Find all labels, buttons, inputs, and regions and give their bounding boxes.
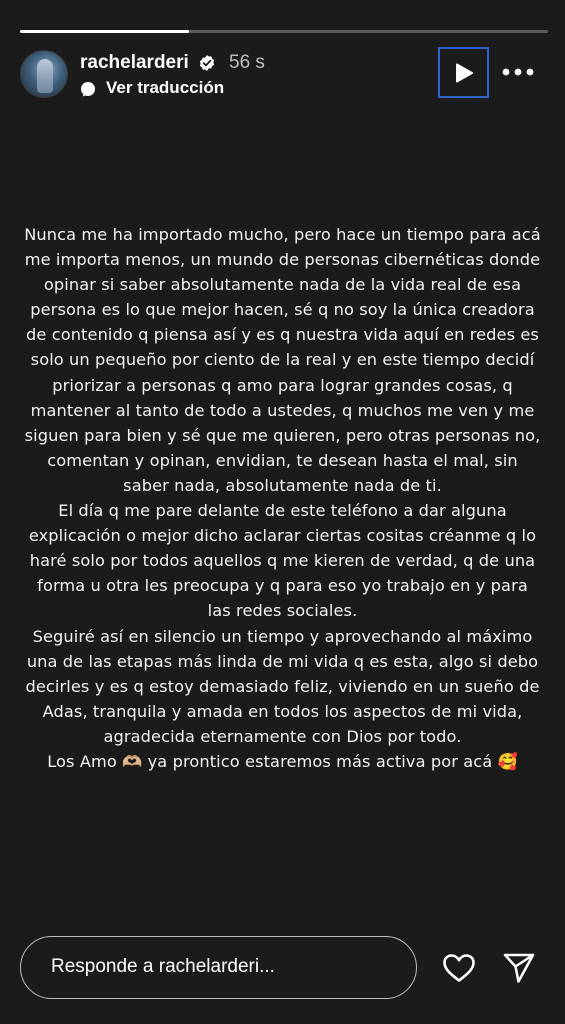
username[interactable]: rachelarderi bbox=[80, 52, 189, 73]
more-options-icon bbox=[502, 68, 534, 76]
post-timestamp: 56 s bbox=[229, 52, 265, 73]
avatar-photo bbox=[37, 59, 53, 93]
see-translation-label: Ver traducción bbox=[106, 78, 225, 97]
send-icon bbox=[502, 952, 536, 984]
story-paragraph: El día q me pare delante de este teléfono a dar alguna explicación o mejor dicho aclarar ciertas cositas créanme q lo haré solo por todos aquellos q me kieren de verdad, q de una forma u otra les preocupa y q para eso yo trabajo en y para las redes sociales. bbox=[28, 501, 537, 621]
reply-input[interactable] bbox=[51, 937, 391, 997]
translate-icon bbox=[80, 81, 96, 97]
story-header bbox=[20, 50, 548, 100]
play-icon bbox=[453, 62, 475, 84]
story-text bbox=[24, 222, 541, 774]
story-progress-fill bbox=[20, 30, 189, 33]
story-progress-bar bbox=[20, 30, 548, 33]
send-button[interactable] bbox=[499, 950, 539, 986]
like-button[interactable] bbox=[439, 950, 479, 986]
story-paragraph: Nunca me ha importado mucho, pero hace un tiempo para acá me importa menos, un mundo de personas cibernéticas donde opinar si saber absolutamente nada de la vida real de esa persona es lo que mejor hacen, sé q no soy la única creadora de contenido q piensa así y es q nuestra vida aquí en redes es solo un pequeño por ciento de la real y en este tiempo decidí priorizar a personas q amo para lograr grandes cosas, q mantener al tanto de todo a ustedes, q muchos me ven y me siguen para bien y sé que me quieren, pero otras personas no, comentan y opinan, envidian, te desean hasta el mal, sin saber nada, absolutamente nada de ti. bbox=[24, 225, 541, 495]
story-paragraph: Los Amo 🫶🏼 ya prontico estaremos más activa por acá 🥰 bbox=[47, 751, 518, 771]
more-options-button[interactable] bbox=[498, 62, 538, 82]
heart-icon bbox=[442, 953, 476, 983]
reply-box[interactable] bbox=[20, 936, 417, 999]
story-paragraph: Seguiré así en silencio un tiempo y aprovechando al máximo una de las etapas más linda de mi vida q es esta, algo si debo decirles y es q estoy demasiado feliz, viviendo en un sueño de Adas, tranquila y amada en todos los aspectos de mi vida, agradecida eternamente con Dios por todo. bbox=[25, 626, 540, 746]
play-button[interactable] bbox=[438, 47, 489, 98]
avatar[interactable] bbox=[20, 50, 68, 98]
verified-badge-icon bbox=[198, 54, 216, 72]
